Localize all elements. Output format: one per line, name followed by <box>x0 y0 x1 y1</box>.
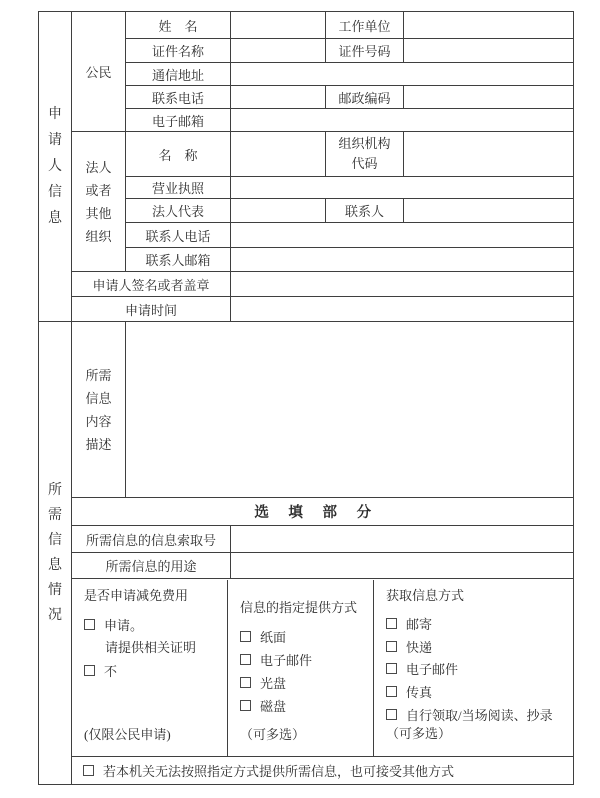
cert-name-label: 证件名称 <box>126 39 231 63</box>
obtain-self-pickup-checkbox-icon[interactable] <box>386 709 397 720</box>
obtain-express-label: 快递 <box>406 639 433 655</box>
license-label: 营业执照 <box>126 177 231 199</box>
obtain-method-title: 获取信息方式 <box>386 587 465 603</box>
fallback-option[interactable] <box>72 761 573 780</box>
obtain-footnote: （可多选） <box>386 726 452 742</box>
obtain-mail-label: 邮寄 <box>406 617 433 633</box>
org-name-label: 名 称 <box>126 132 231 177</box>
name-label: 姓 名 <box>126 12 231 39</box>
citizen-group-label: 公民 <box>72 12 126 132</box>
fee-apply-note: 请提供相关证明 <box>105 639 197 655</box>
provide-cd-label: 光盘 <box>260 675 287 691</box>
contact-value-cell[interactable] <box>404 199 574 223</box>
email-value-cell[interactable] <box>231 109 574 132</box>
purpose-value-cell[interactable] <box>231 553 574 579</box>
provide-footnote: （可多选） <box>240 726 306 742</box>
cert-name-value-cell[interactable] <box>231 39 326 63</box>
org-code-value-cell[interactable] <box>404 132 574 177</box>
obtain-self-pickup-label: 自行领取/当场阅读、抄录 <box>406 707 553 723</box>
obtain-express-option[interactable] <box>386 635 565 658</box>
application-form-table <box>38 11 574 785</box>
fee-no-checkbox-icon[interactable] <box>84 665 95 676</box>
obtain-method-column <box>374 580 573 756</box>
provide-email-checkbox-icon[interactable] <box>240 654 251 665</box>
phone-label: 联系电话 <box>126 86 231 109</box>
contact-email-label: 联系人邮箱 <box>126 248 231 272</box>
required-section-side-label <box>39 322 72 785</box>
work-unit-value-cell[interactable] <box>404 12 574 39</box>
signature-value-cell[interactable] <box>231 272 574 297</box>
provide-method-column <box>228 580 374 756</box>
provide-column-spacer <box>240 717 365 726</box>
fallback-option-row <box>72 757 574 785</box>
options-row <box>72 579 574 757</box>
purpose-label: 所需信息的用途 <box>72 553 231 579</box>
signature-label: 申请人签名或者盖章 <box>72 272 231 297</box>
fee-no-option[interactable] <box>84 659 219 682</box>
legal-entity-label-text: 法人或者其他组织 <box>85 159 112 244</box>
contact-label: 联系人 <box>326 199 404 223</box>
legal-rep-value-cell[interactable] <box>231 199 326 223</box>
provide-method-title: 信息的指定提供方式 <box>240 599 358 615</box>
description-label <box>72 322 126 498</box>
org-code-label <box>326 132 404 177</box>
name-value-cell[interactable] <box>231 12 326 39</box>
provide-paper-label: 纸面 <box>260 629 287 645</box>
obtain-express-checkbox-icon[interactable] <box>386 641 397 652</box>
required-side-label-text: 所需信息情况 <box>48 483 62 623</box>
provide-cd-option[interactable] <box>240 671 365 694</box>
obtain-fax-label: 传真 <box>406 685 433 701</box>
email-label: 电子邮箱 <box>126 109 231 132</box>
applicant-side-label-text: 申请人信息 <box>48 106 62 226</box>
fee-apply-option[interactable] <box>84 613 219 636</box>
obtain-self-pickup-option[interactable] <box>386 703 565 726</box>
obtain-email-checkbox-icon[interactable] <box>386 663 397 674</box>
postcode-value-cell[interactable] <box>404 86 574 109</box>
obtain-mail-option[interactable] <box>386 613 565 636</box>
provide-paper-option[interactable] <box>240 625 365 648</box>
obtain-fax-option[interactable] <box>386 680 565 703</box>
fee-reduction-column <box>72 580 228 756</box>
optional-section-header <box>72 498 574 526</box>
phone-value-cell[interactable] <box>231 86 326 109</box>
index-no-label: 所需信息的信息索取号 <box>72 526 231 553</box>
fallback-checkbox-icon[interactable] <box>83 765 94 776</box>
provide-disk-checkbox-icon[interactable] <box>240 700 251 711</box>
address-label: 通信地址 <box>126 63 231 86</box>
provide-paper-checkbox-icon[interactable] <box>240 631 251 642</box>
contact-phone-value-cell[interactable] <box>231 223 574 248</box>
cert-no-value-cell[interactable] <box>404 39 574 63</box>
address-value-cell[interactable] <box>231 63 574 86</box>
apply-time-label: 申请时间 <box>72 297 231 322</box>
org-name-value-cell[interactable] <box>231 132 326 177</box>
obtain-mail-checkbox-icon[interactable] <box>386 618 397 629</box>
fee-footnote: (仅限公民申请) <box>84 726 171 742</box>
description-value-cell[interactable] <box>126 322 574 498</box>
legal-entity-group-label <box>72 132 126 272</box>
fee-reduction-title: 是否申请减免费用 <box>84 587 189 603</box>
contact-email-value-cell[interactable] <box>231 248 574 272</box>
fee-apply-checkbox-icon[interactable] <box>84 619 95 630</box>
obtain-email-label: 电子邮件 <box>406 662 459 678</box>
provide-email-option[interactable] <box>240 648 365 671</box>
fee-column-spacer <box>84 682 219 726</box>
obtain-fax-checkbox-icon[interactable] <box>386 686 397 697</box>
options-columns <box>72 580 573 756</box>
provide-disk-label: 磁盘 <box>260 698 287 714</box>
org-code-label-text: 组织机构代码 <box>338 136 391 171</box>
license-value-cell[interactable] <box>231 177 574 199</box>
provide-disk-option[interactable] <box>240 694 365 717</box>
cert-no-label: 证件号码 <box>326 39 404 63</box>
description-label-text: 所需信息内容描述 <box>85 367 112 452</box>
apply-time-value-cell[interactable] <box>231 297 574 322</box>
fallback-option-label: 若本机关无法按照指定方式提供所需信息，也可接受其他方式 <box>103 764 455 779</box>
index-no-value-cell[interactable] <box>231 526 574 553</box>
optional-header-text: 选填部分 <box>254 505 391 521</box>
work-unit-label: 工作单位 <box>326 12 404 39</box>
provide-cd-checkbox-icon[interactable] <box>240 677 251 688</box>
contact-phone-label: 联系人电话 <box>126 223 231 248</box>
provide-email-label: 电子邮件 <box>260 652 313 668</box>
legal-rep-label: 法人代表 <box>126 199 231 223</box>
obtain-email-option[interactable] <box>386 658 565 681</box>
postcode-label: 邮政编码 <box>326 86 404 109</box>
fee-apply-option-label: 申请。 <box>104 617 144 633</box>
applicant-section-side-label <box>39 12 72 322</box>
fee-no-option-label: 不 <box>104 663 118 679</box>
